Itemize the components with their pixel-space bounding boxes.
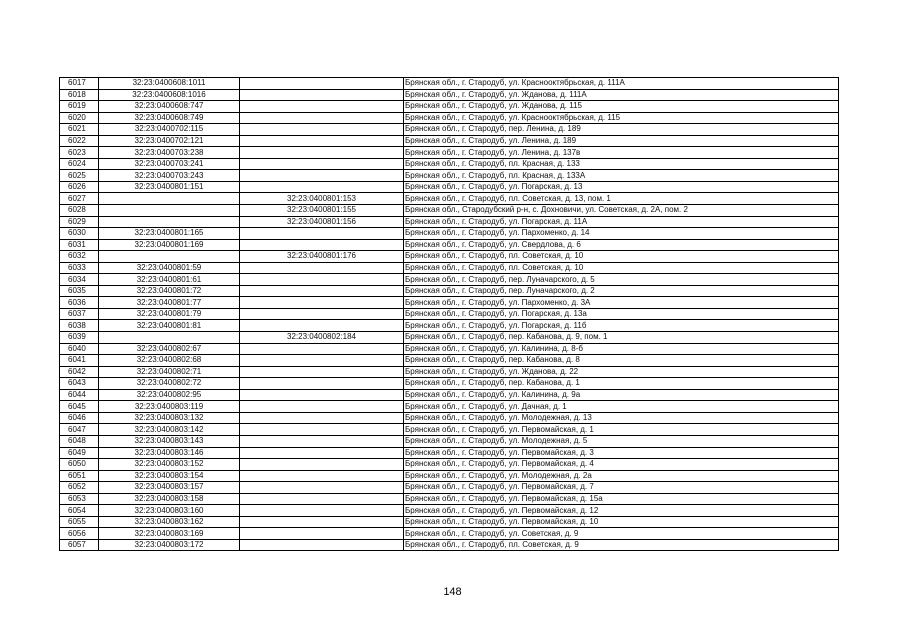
table-row [60, 493, 839, 505]
premises-cadastral-number-cell [240, 158, 404, 170]
row-number-cell: 6042 [60, 366, 99, 378]
premises-cadastral-number-cell [240, 401, 404, 413]
row-number-cell: 6053 [60, 493, 99, 505]
cadastral-number-cell [99, 332, 240, 344]
premises-cadastral-number-cell [240, 516, 404, 528]
premises-cadastral-number-cell [240, 505, 404, 517]
premises-cadastral-number-cell [240, 228, 404, 240]
premises-cadastral-number-cell [240, 389, 404, 401]
cadastral-number-cell: 32:23:0400802:68 [99, 355, 240, 367]
address-cell: Брянская обл., г. Стародуб, ул. Краснооктябрьская, д. 111А [404, 78, 839, 90]
premises-cadastral-number-cell: 32:23:0400802:184 [240, 332, 404, 344]
row-number-cell: 6023 [60, 147, 99, 159]
table-row [60, 505, 839, 517]
table-row [60, 89, 839, 101]
table-row [60, 459, 839, 471]
row-number-cell: 6025 [60, 170, 99, 182]
address-cell: Брянская обл., г. Стародуб, ул. Советская, д. 9 [404, 528, 839, 540]
table-row [60, 239, 839, 251]
address-cell: Брянская обл., г. Стародуб, ул. Погарская, д. 11А [404, 216, 839, 228]
address-cell: Брянская обл., г. Стародуб, ул. Молодежная, д. 2а [404, 470, 839, 482]
cadastral-number-cell: 32:23:0400801:151 [99, 181, 240, 193]
cadastral-number-cell [99, 251, 240, 263]
address-cell: Брянская обл., г. Стародуб, ул. Калинина, д. 9а [404, 389, 839, 401]
row-number-cell: 6048 [60, 435, 99, 447]
table-row [60, 78, 839, 90]
premises-cadastral-number-cell [240, 147, 404, 159]
premises-cadastral-number-cell [240, 285, 404, 297]
cadastral-number-cell: 32:23:0400801:59 [99, 262, 240, 274]
table-row [60, 424, 839, 436]
table-row [60, 193, 839, 205]
row-number-cell: 6052 [60, 482, 99, 494]
row-number-cell: 6050 [60, 459, 99, 471]
premises-cadastral-number-cell [240, 262, 404, 274]
premises-cadastral-number-cell [240, 493, 404, 505]
table-row [60, 285, 839, 297]
cadastral-number-cell: 32:23:0400801:169 [99, 239, 240, 251]
address-cell: Брянская обл., г. Стародуб, ул. Первомайская, д. 12 [404, 505, 839, 517]
premises-cadastral-number-cell [240, 343, 404, 355]
cadastral-number-cell: 32:23:0400803:157 [99, 482, 240, 494]
address-cell: Брянская обл., г. Стародуб, ул. Первомайская, д. 3 [404, 447, 839, 459]
address-cell: Брянская обл., г. Стародуб, пл. Советская, д. 13, пом. 1 [404, 193, 839, 205]
cadastral-number-cell: 32:23:0400803:142 [99, 424, 240, 436]
row-number-cell: 6051 [60, 470, 99, 482]
address-cell: Брянская обл., г. Стародуб, ул. Первомайская, д. 4 [404, 459, 839, 471]
address-cell: Брянская обл., г. Стародуб, пл. Советская, д. 10 [404, 262, 839, 274]
table-row [60, 389, 839, 401]
premises-cadastral-number-cell [240, 435, 404, 447]
row-number-cell: 6039 [60, 332, 99, 344]
address-cell: Брянская обл., г. Стародуб, пер. Кабанова, д. 8 [404, 355, 839, 367]
cadastral-number-cell [99, 216, 240, 228]
row-number-cell: 6029 [60, 216, 99, 228]
premises-cadastral-number-cell [240, 239, 404, 251]
row-number-cell: 6056 [60, 528, 99, 540]
address-cell: Брянская обл., г. Стародуб, пл. Советская, д. 9 [404, 539, 839, 551]
table-row [60, 181, 839, 193]
premises-cadastral-number-cell [240, 181, 404, 193]
row-number-cell: 6033 [60, 262, 99, 274]
row-number-cell: 6034 [60, 274, 99, 286]
row-number-cell: 6037 [60, 308, 99, 320]
cadastral-number-cell: 32:23:0400803:160 [99, 505, 240, 517]
row-number-cell: 6038 [60, 320, 99, 332]
row-number-cell: 6057 [60, 539, 99, 551]
row-number-cell: 6027 [60, 193, 99, 205]
table-row [60, 228, 839, 240]
cadastral-number-cell: 32:23:0400803:172 [99, 539, 240, 551]
address-cell: Брянская обл., г. Стародуб, ул. Жданова, д. 22 [404, 366, 839, 378]
cadastral-number-cell: 32:23:0400802:67 [99, 343, 240, 355]
row-number-cell: 6017 [60, 78, 99, 90]
table-row [60, 170, 839, 182]
cadastral-number-cell: 32:23:0400801:165 [99, 228, 240, 240]
address-cell: Брянская обл., г. Стародуб, пл. Красная, д. 133 [404, 158, 839, 170]
row-number-cell: 6019 [60, 101, 99, 113]
address-cell: Брянская обл., г. Стародуб, пл. Красная, д. 133А [404, 170, 839, 182]
address-cell: Брянская обл., г. Стародуб, ул. Пархоменко, д. 14 [404, 228, 839, 240]
cadastral-number-cell: 32:23:0400803:119 [99, 401, 240, 413]
address-cell: Брянская обл., г. Стародуб, ул. Краснооктябрьская, д. 115 [404, 112, 839, 124]
premises-cadastral-number-cell [240, 424, 404, 436]
cadastral-number-cell: 32:23:0400803:143 [99, 435, 240, 447]
premises-cadastral-number-cell [240, 378, 404, 390]
cadastral-number-cell: 32:23:0400802:71 [99, 366, 240, 378]
table-row [60, 135, 839, 147]
premises-cadastral-number-cell [240, 78, 404, 90]
address-cell: Брянская обл., г. Стародуб, ул. Погарская, д. 13 [404, 181, 839, 193]
table-row [60, 378, 839, 390]
row-number-cell: 6047 [60, 424, 99, 436]
table-row [60, 539, 839, 551]
cadastral-number-cell: 32:23:0400802:95 [99, 389, 240, 401]
row-number-cell: 6020 [60, 112, 99, 124]
cadastral-number-cell: 32:23:0400802:72 [99, 378, 240, 390]
cadastral-number-cell: 32:23:0400703:241 [99, 158, 240, 170]
cadastral-number-cell: 32:23:0400608:747 [99, 101, 240, 113]
cadastral-number-cell: 32:23:0400801:79 [99, 308, 240, 320]
table-row [60, 216, 839, 228]
premises-cadastral-number-cell [240, 470, 404, 482]
cadastral-number-cell: 32:23:0400803:132 [99, 412, 240, 424]
row-number-cell: 6031 [60, 239, 99, 251]
table-row [60, 366, 839, 378]
cadastral-number-cell: 32:23:0400803:152 [99, 459, 240, 471]
table-row [60, 147, 839, 159]
cadastral-number-cell: 32:23:0400703:243 [99, 170, 240, 182]
cadastral-number-cell: 32:23:0400803:158 [99, 493, 240, 505]
premises-cadastral-number-cell [240, 112, 404, 124]
row-number-cell: 6018 [60, 89, 99, 101]
premises-cadastral-number-cell [240, 366, 404, 378]
address-cell: Брянская обл., г. Стародуб, ул. Жданова, д. 111А [404, 89, 839, 101]
premises-cadastral-number-cell [240, 528, 404, 540]
address-cell: Брянская обл., г. Стародуб, ул. Первомайская, д. 7 [404, 482, 839, 494]
premises-cadastral-number-cell [240, 459, 404, 471]
row-number-cell: 6049 [60, 447, 99, 459]
cadastral-number-cell: 32:23:0400803:162 [99, 516, 240, 528]
premises-cadastral-number-cell [240, 320, 404, 332]
cadastral-number-cell: 32:23:0400608:749 [99, 112, 240, 124]
address-cell: Брянская обл., г. Стародуб, пер. Луначарского, д. 2 [404, 285, 839, 297]
row-number-cell: 6045 [60, 401, 99, 413]
row-number-cell: 6021 [60, 124, 99, 136]
address-cell: Брянская обл., г. Стародуб, пер. Ленина, д. 189 [404, 124, 839, 136]
address-cell: Брянская обл., г. Стародуб, пер. Луначарского, д. 5 [404, 274, 839, 286]
table-row [60, 112, 839, 124]
row-number-cell: 6041 [60, 355, 99, 367]
table-row [60, 332, 839, 344]
cadastral-number-cell: 32:23:0400703:238 [99, 147, 240, 159]
premises-cadastral-number-cell: 32:23:0400801:153 [240, 193, 404, 205]
table-row [60, 435, 839, 447]
cadastral-number-cell: 32:23:0400803:146 [99, 447, 240, 459]
cadastral-number-cell: 32:23:0400803:154 [99, 470, 240, 482]
premises-cadastral-number-cell: 32:23:0400801:156 [240, 216, 404, 228]
address-cell: Брянская обл., Стародубский р-н, с. Дохновичи, ул. Советская, д. 2А, пом. 2 [404, 205, 839, 217]
premises-cadastral-number-cell [240, 124, 404, 136]
table-row [60, 516, 839, 528]
address-cell: Брянская обл., г. Стародуб, ул. Молодежная, д. 5 [404, 435, 839, 447]
premises-cadastral-number-cell [240, 355, 404, 367]
row-number-cell: 6026 [60, 181, 99, 193]
table-row [60, 482, 839, 494]
table-row [60, 447, 839, 459]
cadastral-number-cell: 32:23:0400702:115 [99, 124, 240, 136]
address-cell: Брянская обл., г. Стародуб, ул. Погарская, д. 13а [404, 308, 839, 320]
address-cell: Брянская обл., г. Стародуб, ул. Молодежная, д. 13 [404, 412, 839, 424]
address-cell: Брянская обл., г. Стародуб, ул. Ленина, д. 189 [404, 135, 839, 147]
premises-cadastral-number-cell [240, 89, 404, 101]
row-number-cell: 6043 [60, 378, 99, 390]
table-row [60, 158, 839, 170]
table-row [60, 528, 839, 540]
row-number-cell: 6032 [60, 251, 99, 263]
table-row [60, 251, 839, 263]
row-number-cell: 6055 [60, 516, 99, 528]
premises-cadastral-number-cell [240, 170, 404, 182]
cadastral-number-cell [99, 205, 240, 217]
premises-cadastral-number-cell [240, 135, 404, 147]
address-cell: Брянская обл., г. Стародуб, ул. Жданова, д. 115 [404, 101, 839, 113]
row-number-cell: 6040 [60, 343, 99, 355]
row-number-cell: 6022 [60, 135, 99, 147]
registry-table [59, 77, 839, 551]
cadastral-number-cell: 32:23:0400608:1011 [99, 78, 240, 90]
premises-cadastral-number-cell [240, 482, 404, 494]
address-cell: Брянская обл., г. Стародуб, ул. Свердлова, д. 6 [404, 239, 839, 251]
table-row [60, 470, 839, 482]
row-number-cell: 6054 [60, 505, 99, 517]
address-cell: Брянская обл., г. Стародуб, ул. Калинина, д. 8-б [404, 343, 839, 355]
page-number: 148 [443, 586, 462, 598]
premises-cadastral-number-cell [240, 447, 404, 459]
table-row [60, 297, 839, 309]
table-row [60, 355, 839, 367]
table-row [60, 124, 839, 136]
premises-cadastral-number-cell: 32:23:0400801:176 [240, 251, 404, 263]
address-cell: Брянская обл., г. Стародуб, пер. Кабанова, д. 9, пом. 1 [404, 332, 839, 344]
table-row [60, 401, 839, 413]
cadastral-number-cell: 32:23:0400801:61 [99, 274, 240, 286]
address-cell: Брянская обл., г. Стародуб, ул. Пархоменко, д. 3А [404, 297, 839, 309]
table-row [60, 320, 839, 332]
row-number-cell: 6044 [60, 389, 99, 401]
premises-cadastral-number-cell [240, 101, 404, 113]
table-row [60, 343, 839, 355]
premises-cadastral-number-cell [240, 308, 404, 320]
cadastral-number-cell: 32:23:0400801:72 [99, 285, 240, 297]
address-cell: Брянская обл., г. Стародуб, ул. Первомайская, д. 10 [404, 516, 839, 528]
premises-cadastral-number-cell [240, 539, 404, 551]
address-cell: Брянская обл., г. Стародуб, пл. Советская, д. 10 [404, 251, 839, 263]
cadastral-number-cell: 32:23:0400702:121 [99, 135, 240, 147]
premises-cadastral-number-cell: 32:23:0400801:155 [240, 205, 404, 217]
address-cell: Брянская обл., г. Стародуб, ул. Первомайская, д. 1 [404, 424, 839, 436]
cadastral-number-cell: 32:23:0400608:1016 [99, 89, 240, 101]
table-row [60, 205, 839, 217]
row-number-cell: 6035 [60, 285, 99, 297]
address-cell: Брянская обл., г. Стародуб, ул. Дачная, д. 1 [404, 401, 839, 413]
premises-cadastral-number-cell [240, 297, 404, 309]
table-row [60, 412, 839, 424]
row-number-cell: 6030 [60, 228, 99, 240]
cadastral-number-cell [99, 193, 240, 205]
table-row [60, 274, 839, 286]
address-cell: Брянская обл., г. Стародуб, ул. Погарская, д. 11б [404, 320, 839, 332]
cadastral-number-cell: 32:23:0400803:169 [99, 528, 240, 540]
cadastral-number-cell: 32:23:0400801:81 [99, 320, 240, 332]
premises-cadastral-number-cell [240, 412, 404, 424]
table-row [60, 262, 839, 274]
table-row [60, 101, 839, 113]
address-cell: Брянская обл., г. Стародуб, ул. Ленина, д. 137в [404, 147, 839, 159]
row-number-cell: 6046 [60, 412, 99, 424]
row-number-cell: 6028 [60, 205, 99, 217]
cadastral-number-cell: 32:23:0400801:77 [99, 297, 240, 309]
address-cell: Брянская обл., г. Стародуб, пер. Кабанова, д. 1 [404, 378, 839, 390]
row-number-cell: 6036 [60, 297, 99, 309]
premises-cadastral-number-cell [240, 274, 404, 286]
address-cell: Брянская обл., г. Стародуб, ул. Первомайская, д. 15а [404, 493, 839, 505]
registry-table-body [60, 78, 839, 551]
table-row [60, 308, 839, 320]
row-number-cell: 6024 [60, 158, 99, 170]
